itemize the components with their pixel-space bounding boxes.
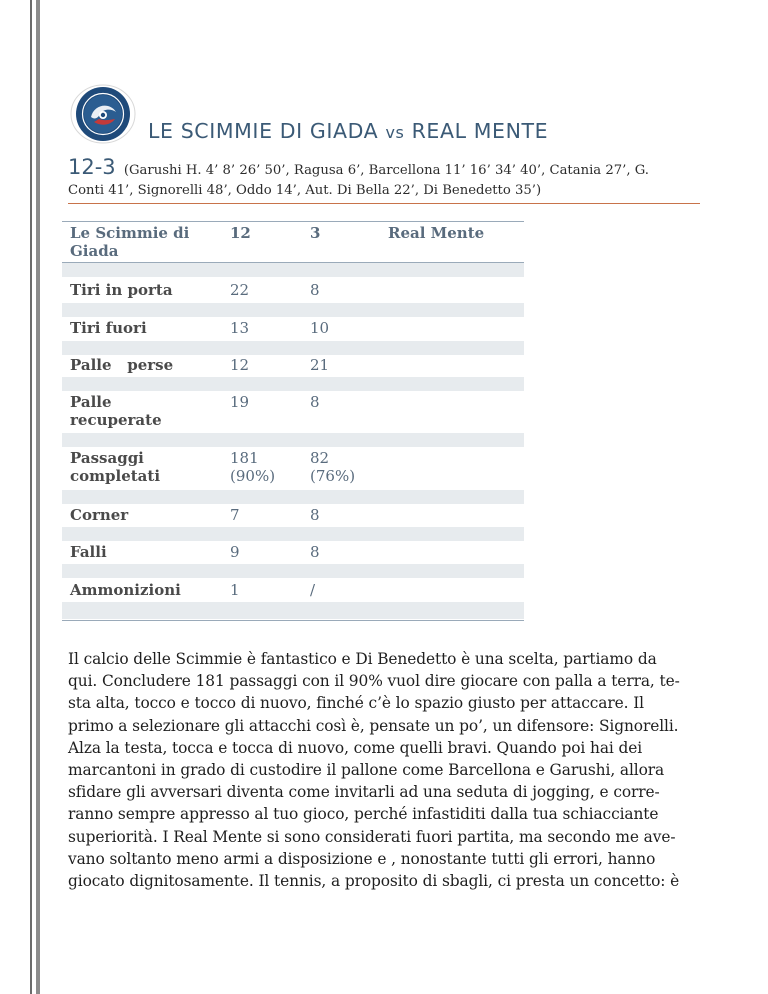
table-row	[62, 319, 524, 339]
margin-rule	[36, 0, 40, 994]
article-line: qui. Concludere 181 passaggi con il 90% vuol dire giocare con palla a terra, te-	[68, 672, 680, 691]
stat-away: 82 (76%)	[310, 449, 356, 485]
stat-away: 8	[310, 281, 320, 299]
table-row	[62, 393, 524, 433]
stat-label: Tiri in porta	[70, 281, 173, 299]
stats-table	[62, 221, 524, 621]
article-line: superiorità. I Real Mente si sono considerati fuori partita, ma secondo me ave-	[68, 827, 676, 846]
scorers-line-2: Conti 41’, Signorelli 48’, Oddo 14’, Aut. Di Bella 22’, Di Benedetto 35’)	[68, 183, 542, 198]
article-line: vano soltanto meno armi a disposizione e , nonostante tutti gli errori, hanno	[68, 849, 656, 868]
row-band	[62, 433, 524, 447]
row-band	[62, 527, 524, 541]
stat-label: Palle recuperate	[70, 393, 162, 429]
article-line: sta alta, tocco e tocco di nuovo, finché c’è lo spazio giusto per attaccare. Il	[68, 694, 644, 713]
stat-home: 7	[230, 506, 240, 524]
row-band	[62, 490, 524, 504]
table-row	[62, 281, 524, 301]
stat-away: 21	[310, 356, 330, 374]
team-logo-icon	[70, 84, 136, 144]
stat-label: Palle perse	[70, 356, 174, 374]
article-line: ranno sempre appresso al tuo gioco, perché infastiditi dalla tua schiacciante	[68, 805, 659, 824]
stat-label: Tiri fuori	[70, 319, 147, 337]
stat-away: 8	[310, 543, 320, 561]
article-line: Il calcio delle Scimmie è fantastico e Di Benedetto è una scelta, partiamo da	[68, 650, 657, 668]
table-row	[62, 543, 524, 563]
stat-home: 12	[230, 356, 250, 374]
article-line: primo a selezionare gli attacchi così è, pensate un po’, un difensore: Signorelli.	[68, 716, 679, 735]
scorers-line-1: (Garushi H. 4’ 8’ 26’ 50’, Ragusa 6’, Barcellona 11’ 16’ 34’ 40’, Catania 27’, G.	[123, 163, 649, 178]
stat-home: 9	[230, 543, 240, 561]
table-row	[62, 356, 524, 376]
stat-away: 10	[310, 319, 330, 337]
stat-home: 13	[230, 319, 250, 337]
row-band	[62, 564, 524, 578]
row-band	[62, 303, 524, 317]
score-line	[68, 157, 700, 201]
row-band	[62, 377, 524, 391]
margin-rule	[30, 0, 32, 994]
stat-home: 19	[230, 393, 250, 411]
away-team-title: REAL MENTE	[411, 119, 549, 143]
table-row	[62, 506, 524, 526]
stat-home: 22	[230, 281, 250, 299]
article-line: marcantoni in grado di custodire il pallone come Barcellona e Garushi, allora	[68, 761, 665, 780]
column-home-team: Le Scimmie di Giada	[70, 224, 190, 260]
stats-header-row	[62, 222, 524, 262]
match-title	[148, 119, 548, 143]
column-home-score: 12	[230, 224, 251, 242]
row-band	[62, 341, 524, 355]
table-row	[62, 581, 524, 601]
stat-away: 8	[310, 506, 320, 524]
header-divider	[68, 203, 700, 204]
stat-label: Corner	[70, 506, 129, 524]
home-team-title: LE SCIMMIE DI GIADA	[148, 119, 379, 143]
row-band	[62, 263, 524, 277]
column-away-score: 3	[310, 224, 321, 242]
article-line: Alza la testa, tocca e tocca di nuovo, come quelli bravi. Quando poi hai dei	[68, 738, 643, 757]
stat-label: Falli	[70, 543, 107, 561]
article-line: sfidare gli avversari diventa come invitarli ad una seduta di jogging, e corre-	[68, 783, 660, 802]
final-score: 12-3	[68, 155, 116, 179]
stat-away: /	[310, 581, 316, 599]
row-band	[62, 602, 524, 619]
stat-home: 181 (90%)	[230, 449, 276, 485]
table-row	[62, 449, 524, 489]
column-away-team: Real Mente	[388, 224, 485, 242]
stat-away: 8	[310, 393, 320, 411]
stat-label: Ammonizioni	[70, 581, 181, 599]
article-line: giocato dignitosamente. Il tennis, a proposito di sbagli, ci presta un concetto: è	[68, 872, 680, 891]
article-body	[68, 648, 708, 892]
title-vs: vs	[385, 123, 405, 142]
stat-label: Passaggi completati	[70, 449, 161, 485]
stat-home: 1	[230, 581, 240, 599]
